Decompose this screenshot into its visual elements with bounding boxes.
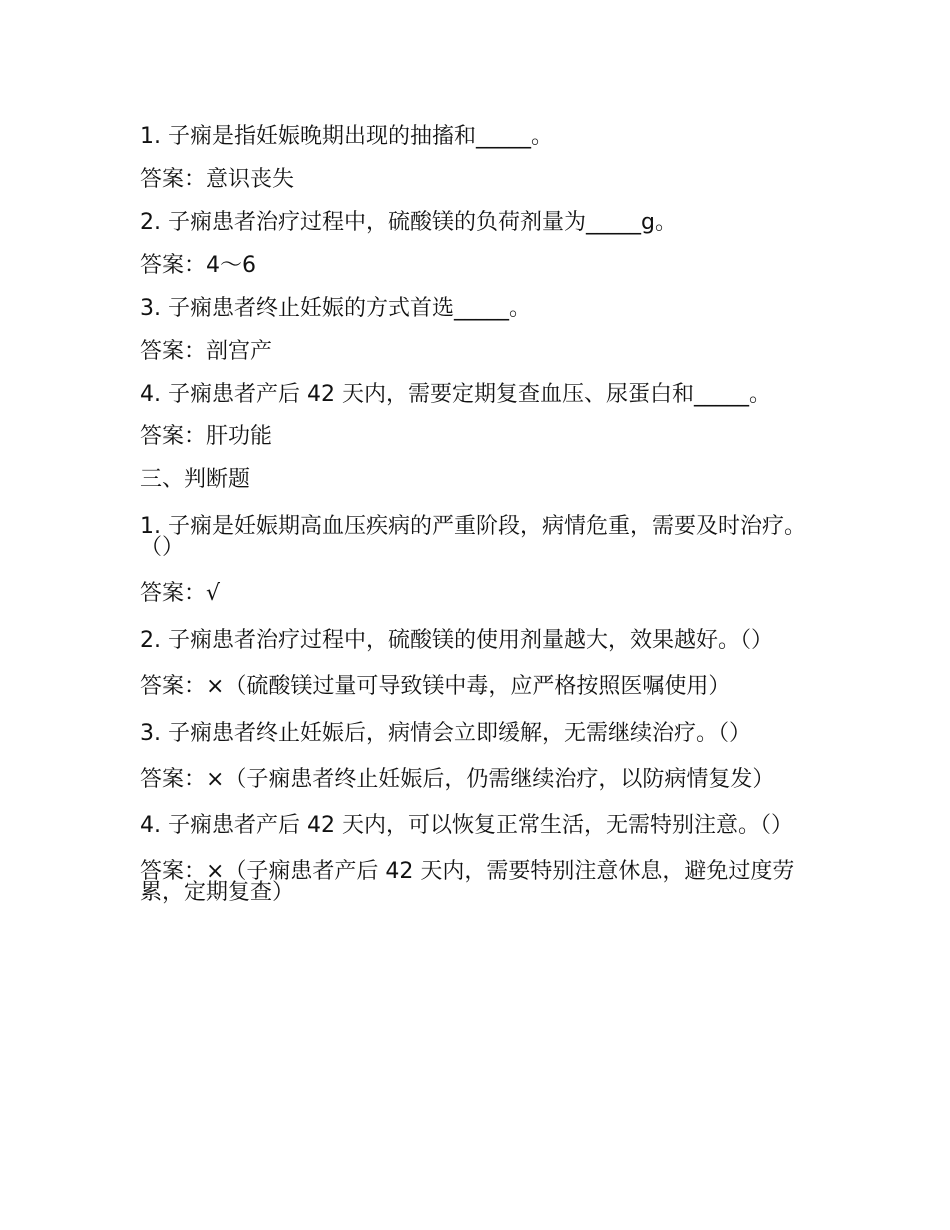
section-title: 三、判断题 xyxy=(140,467,251,492)
fill-question-1: 1. 子痫是指妊娠晚期出现的抽搐和_____。 xyxy=(140,124,553,149)
fill-answer-4: 答案：肝功能 xyxy=(140,424,273,449)
tf-question-4: 4. 子痫患者产后 42 天内，可以恢复正常生活，无需特别注意。（） xyxy=(140,813,793,838)
fill-answer-3: 答案：剖宫产 xyxy=(140,339,273,364)
fill-question-4: 4. 子痫患者产后 42 天内，需要定期复查血压、尿蛋白和_____。 xyxy=(140,382,771,407)
tf-answer-2: 答案：×（硫酸镁过量可导致镁中毒，应严格按照医嘱使用） xyxy=(140,674,731,699)
document-content xyxy=(140,126,820,903)
fill-question-3: 3. 子痫患者终止妊娠的方式首选_____。 xyxy=(140,296,531,321)
fill-answer-1: 答案：意识丧失 xyxy=(140,167,295,192)
tf-answer-4: 答案：×（子痫患者产后 42 天内，需要特别注意休息，避免过度劳累，定期复查） xyxy=(140,859,795,905)
tf-question-3: 3. 子痫患者终止妊娠后，病情会立即缓解，无需继续治疗。（） xyxy=(140,721,751,746)
fill-answer-2: 答案：4～6 xyxy=(140,253,256,278)
tf-answer-1: 答案：√ xyxy=(140,581,221,606)
fill-question-2: 2. 子痫患者治疗过程中，硫酸镁的负荷剂量为_____g。 xyxy=(140,210,677,235)
tf-question-1: 1. 子痫是妊娠期高血压疾病的严重阶段，病情危重，需要及时治疗。（） xyxy=(140,514,806,560)
tf-question-2: 2. 子痫患者治疗过程中，硫酸镁的使用剂量越大，效果越好。（） xyxy=(140,628,773,653)
tf-answer-3: 答案：×（子痫患者终止妊娠后，仍需继续治疗，以防病情复发） xyxy=(140,767,775,792)
